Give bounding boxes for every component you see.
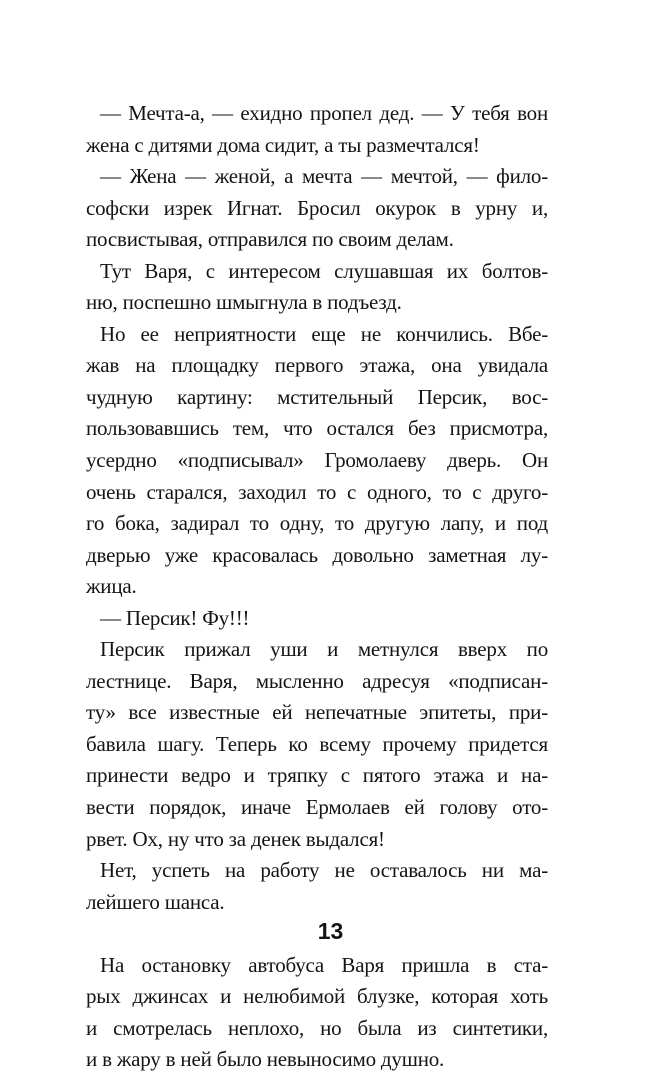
text-line: жав на площадку первого этажа, она увидала (86, 353, 548, 378)
text-line: очень старался, заходил то с одного, то с друго- (86, 479, 548, 504)
text-line: посвистывая, отправился по своим делам. (86, 227, 454, 252)
text-line: рых джинсах и нелюбимой блузке, которая хоть (86, 984, 548, 1009)
text-line: и в жару в ней было невыносимо душно. (86, 1047, 445, 1072)
text-line: — Мечта-а, — ехидно пропел дед. — У тебя вон (100, 101, 548, 125)
page-number: 13 (317, 918, 344, 944)
text-line: лестнице. Варя, мысленно адресуя «подписан- (86, 668, 548, 693)
text-line: вести порядок, иначе Ермолаев ей голову ото- (86, 795, 548, 820)
text-line: дверью уже красовалась довольно заметная лу- (86, 542, 548, 567)
text-line: чудную картину: мстительный Персик, вос- (86, 384, 548, 409)
text-line: ту» все известные ей непечатные эпитеты, при- (86, 700, 548, 725)
text-line: — Жена — женой, а мечта — мечтой, — фило- (100, 164, 548, 189)
text-line: жена с дитями дома сидит, а ты размечтался! (86, 132, 480, 157)
text-line: Персик прижал уши и метнулся вверх по (100, 637, 548, 662)
text-line: На остановку автобуса Варя пришла в ста- (100, 952, 548, 977)
text-line: — Персик! Фу!!! (100, 605, 250, 630)
text-line: го бока, задирал то одну, то другую лапу, и под (86, 511, 548, 536)
text-line: Тут Варя, с интересом слушавшая их болтов- (100, 258, 548, 283)
text-line: лейшего шанса. (86, 889, 225, 914)
text-line: жица. (86, 574, 137, 599)
text-line: усердно «подписывал» Громолаеву дверь. Он (86, 448, 548, 473)
text-line: принести ведро и тряпку с пятого этажа и на- (86, 763, 548, 788)
text-line: пользовавшись тем, что остался без присмотра, (86, 416, 548, 441)
text-line: бавила шагу. Теперь ко всему прочему придется (86, 731, 548, 756)
text-line: Но ее неприятности еще не кончились. Вбе- (100, 321, 548, 346)
text-line: и смотрелась неплохо, но была из синтетики, (86, 1015, 548, 1040)
text-line: рвет. Ох, ну что за денек выдался! (86, 826, 385, 851)
text-line: софски изрек Игнат. Бросил окурок в урну и, (86, 195, 548, 220)
text-line: Нет, успеть на работу не оставалось ни ма- (100, 858, 548, 883)
text-line: ню, поспешно шмыгнула в подъезд. (86, 290, 402, 315)
